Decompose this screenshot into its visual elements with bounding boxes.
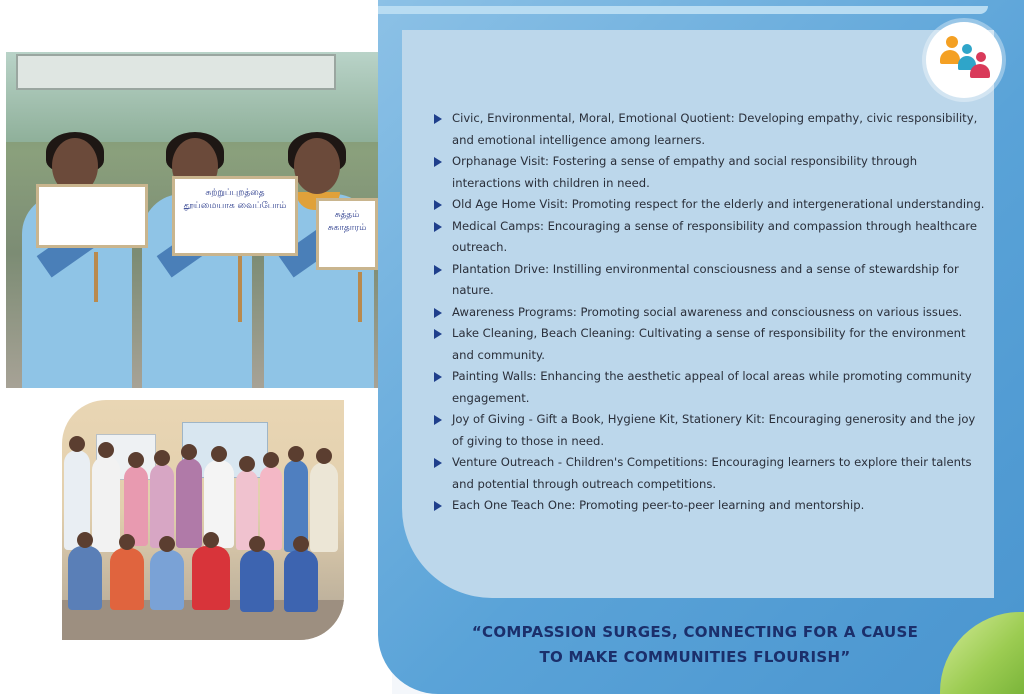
list-item [432, 409, 988, 452]
triangle-right-icon [434, 415, 442, 425]
person-figure [150, 550, 184, 610]
activity-text: Venture Outreach - Children's Competitions: Encouraging learners to explore their talents and potential through outreach competitions. [452, 455, 972, 491]
panel-stripe [378, 6, 988, 14]
people-logo-icon [926, 22, 1002, 98]
triangle-right-icon [434, 265, 442, 275]
person-figure [260, 466, 282, 550]
list-item [432, 259, 988, 302]
activity-text: Joy of Giving - Gift a Book, Hygiene Kit, Stationery Kit: Encouraging generosity and the joy of giving to those in need. [452, 412, 976, 448]
activity-text: Civic, Environmental, Moral, Emotional Quotient: Developing empathy, civic responsibility, and emotional intelligence among learners. [452, 111, 978, 147]
tagline-line: “COMPASSION SURGES, CONNECTING FOR A CAUSE [471, 623, 919, 641]
tagline-line: TO MAKE COMMUNITIES FLOURISH” [539, 648, 851, 666]
person-figure [176, 458, 202, 548]
triangle-right-icon [434, 222, 442, 232]
list-item [432, 151, 988, 194]
list-item [432, 366, 988, 409]
list-item [432, 495, 988, 517]
person-figure [192, 546, 230, 610]
triangle-right-icon [434, 458, 442, 468]
tagline-quote [470, 620, 920, 670]
list-item [432, 216, 988, 259]
activity-text: Painting Walls: Enhancing the aesthetic appeal of local areas while promoting community engagement. [452, 369, 972, 405]
list-item [432, 108, 988, 151]
triangle-right-icon [434, 501, 442, 511]
hand-sign: சுற்றுப்புறத்தை தூய்மையாக வைப்போம் [172, 176, 298, 256]
hand-sign [36, 184, 148, 248]
activity-text: Awareness Programs: Promoting social awareness and consciousness on various issues. [452, 304, 963, 319]
list-item [432, 323, 988, 366]
activity-text: Each One Teach One: Promoting peer-to-peer learning and mentorship. [452, 498, 865, 512]
list-item [432, 194, 988, 216]
activity-text: Old Age Home Visit: Promoting respect for the elderly and intergenerational understanding. [452, 197, 985, 211]
photo-column [0, 0, 392, 694]
person-figure [150, 464, 174, 548]
triangle-right-icon [434, 308, 442, 318]
triangle-right-icon [434, 200, 442, 210]
triangle-right-icon [434, 114, 442, 124]
activity-text: Medical Camps: Encouraging a sense of responsibility and compassion through healthcare outreach. [452, 218, 978, 254]
person-figure [68, 546, 102, 610]
list-item [432, 302, 988, 324]
background-signboard [16, 54, 336, 90]
triangle-right-icon [434, 329, 442, 339]
person-figure [110, 548, 144, 610]
person-figure [310, 462, 338, 552]
list-item [432, 452, 988, 495]
student-figure [16, 138, 136, 388]
activities-list [432, 108, 988, 517]
hand-sign: சுத்தம் சுகாதாரம் [316, 198, 378, 270]
activity-text: Lake Cleaning, Beach Cleaning: Cultivating a sense of responsibility for the environment and community. [452, 326, 966, 362]
group-photo [62, 400, 344, 640]
person-figure [92, 456, 120, 552]
activity-text: Plantation Drive: Instilling environmental consciousness and a sense of stewardship for nature. [452, 261, 959, 297]
triangle-right-icon [434, 157, 442, 167]
students-holding-signs-photo [6, 52, 378, 388]
person-figure [240, 550, 274, 612]
person-figure [284, 550, 318, 612]
activity-text: Orphanage Visit: Fostering a sense of empathy and social responsibility through interactions with children in need. [452, 154, 918, 190]
triangle-right-icon [434, 372, 442, 382]
